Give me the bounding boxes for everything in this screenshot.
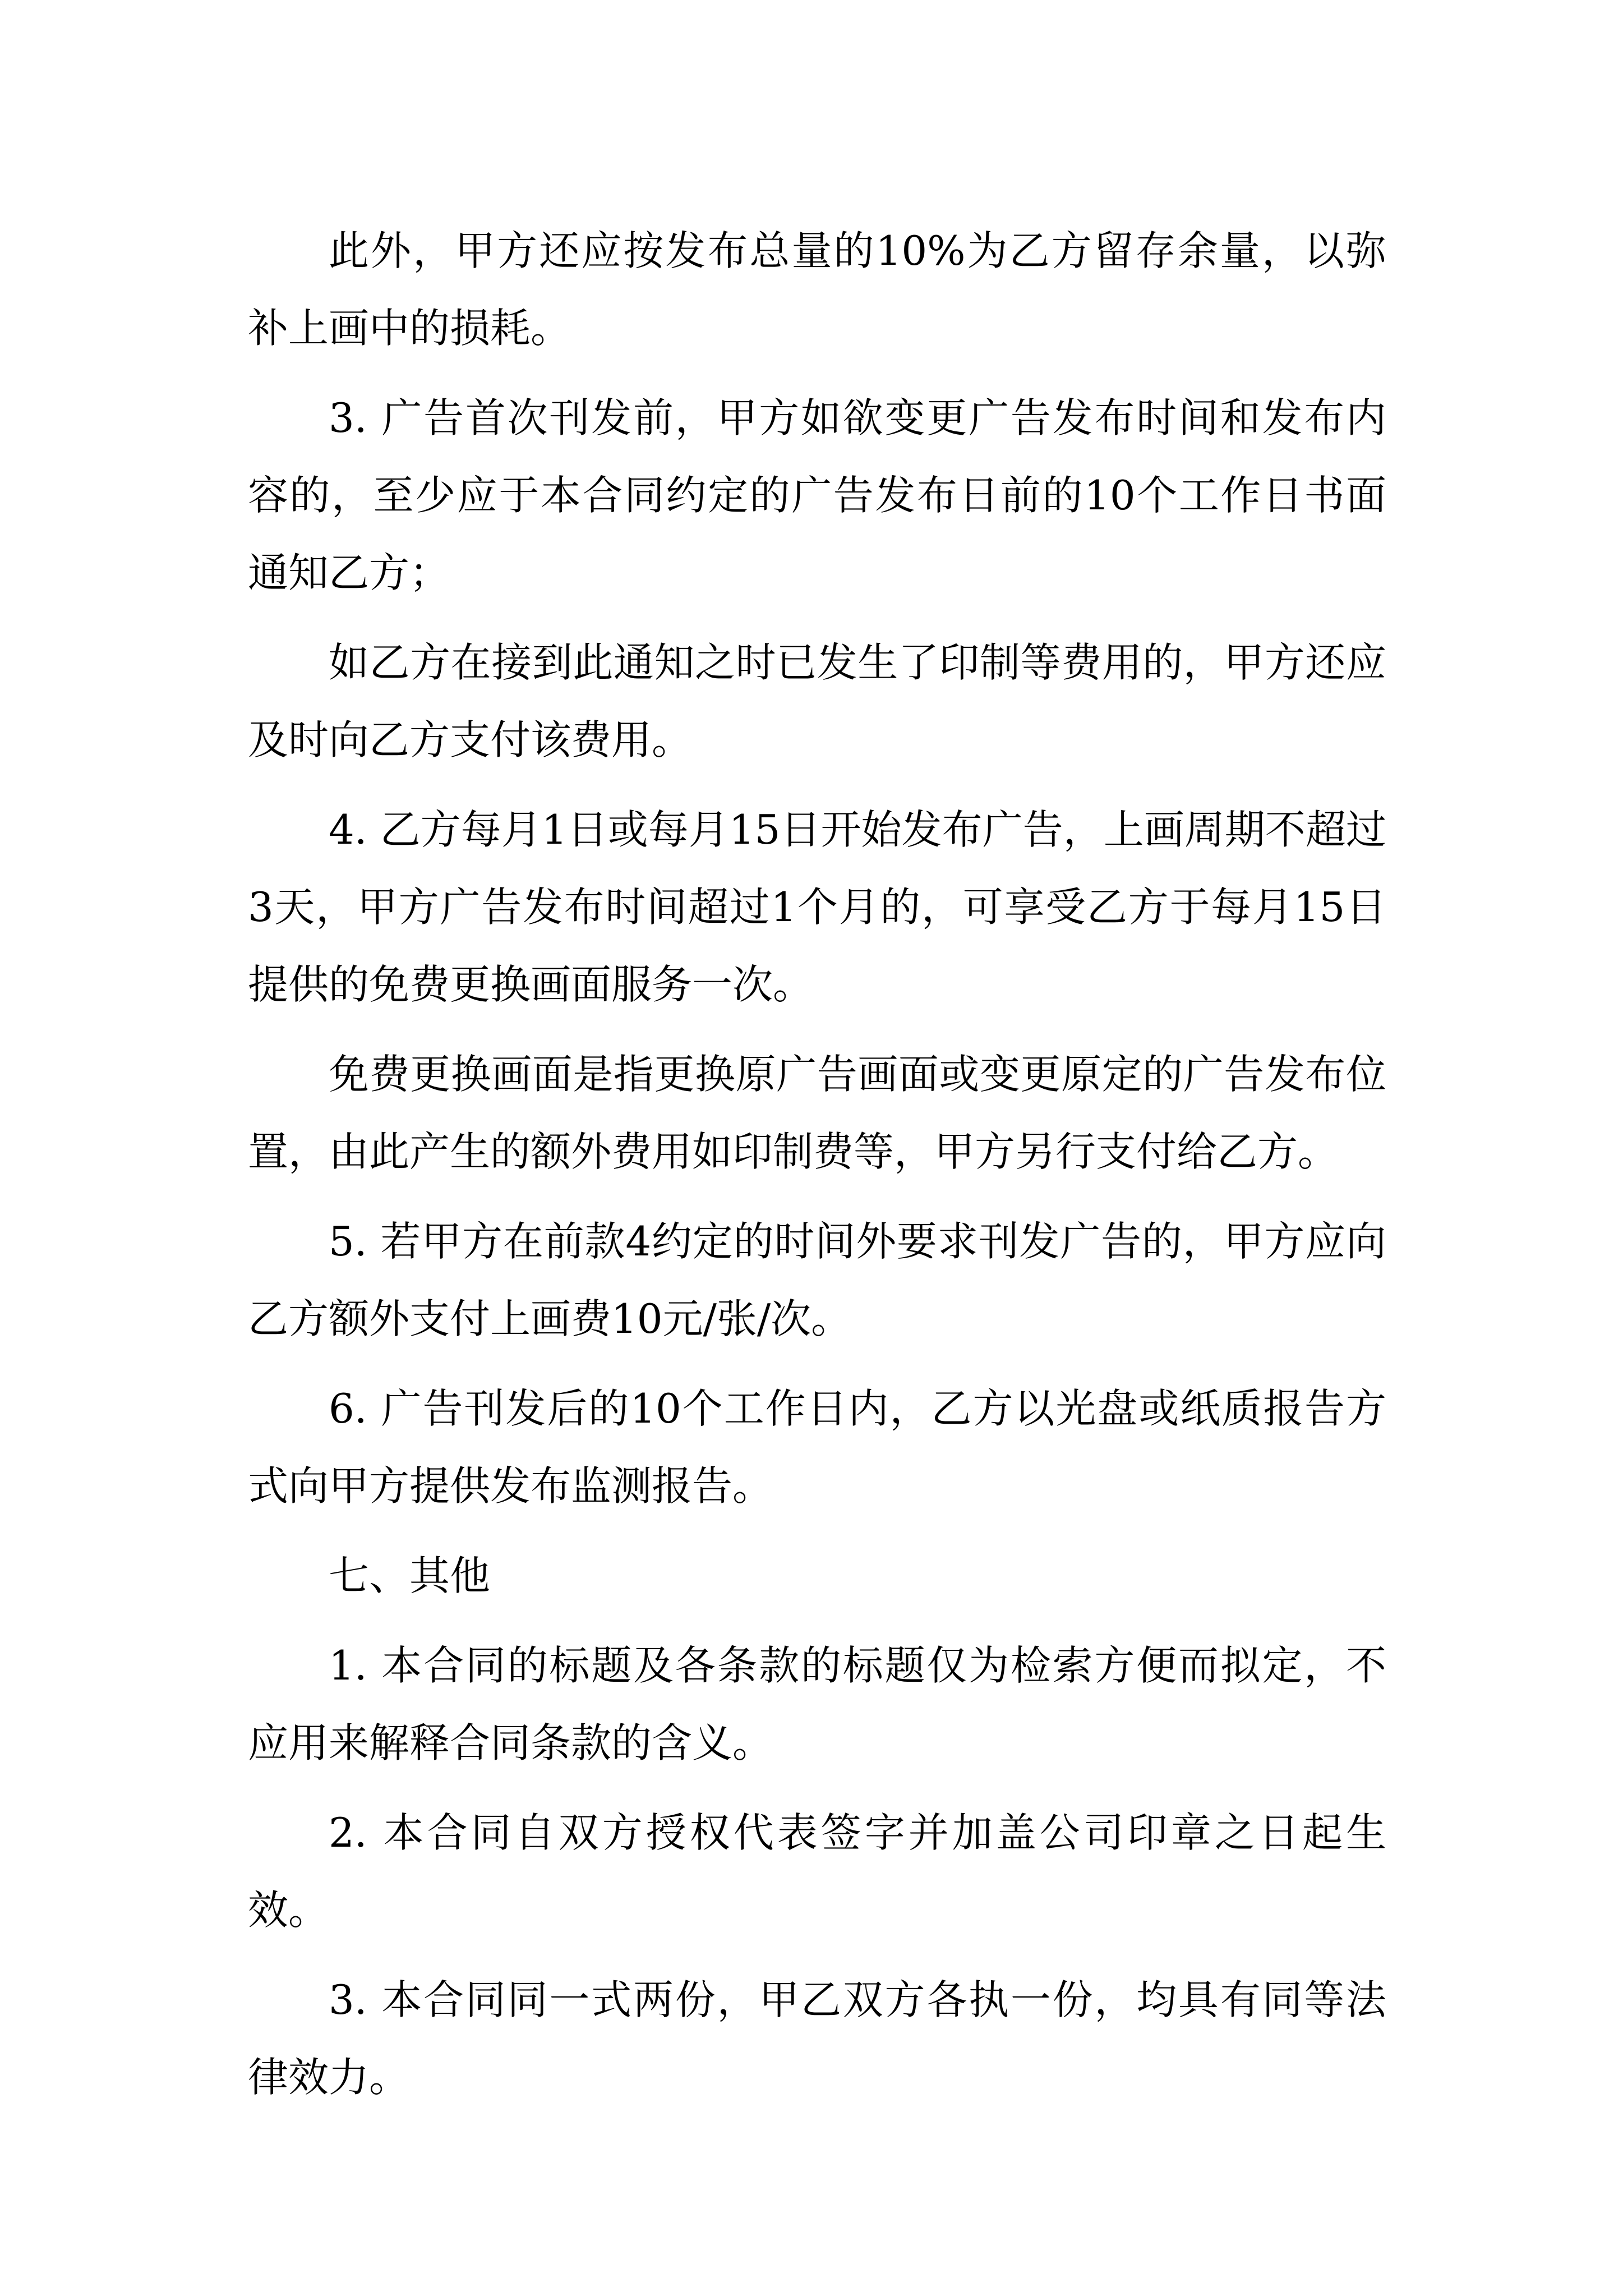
paragraph-printing-costs: 如乙方在接到此通知之时已发生了印制等费用的，甲方还应及时向乙方支付该费用。 xyxy=(248,639,1386,763)
document-body xyxy=(248,212,1386,2116)
paragraph-clause-5-extra-fee: 5. 若甲方在前款4约定的时间外要求刊发广告的，甲方应向乙方额外支付上画费10元/张/次。 xyxy=(248,1218,1386,1342)
paragraph-free-replacement: 免费更换画面是指更换原广告画面或变更原定的广告发布位置，由此产生的额外费用如印制费等，甲方另行支付给乙方。 xyxy=(248,1051,1386,1175)
paragraph-clause-6-monitoring-report: 6. 广告刊发后的10个工作日内，乙方以光盘或纸质报告方式向甲方提供发布监测报告。 xyxy=(248,1385,1386,1510)
paragraph-clause-3-change-notice: 3. 广告首次刊发前，甲方如欲变更广告发布时间和发布内容的，至少应于本合同约定的广告发布日前的10个工作日书面通知乙方； xyxy=(248,394,1386,596)
paragraph-other-2-effective: 2. 本合同自双方授权代表签字并加盖公司印章之日起生效。 xyxy=(248,1809,1386,1934)
paragraph-clause-4-publish-schedule: 4. 乙方每月1日或每月15日开始发布广告，上画周期不超过3天，甲方广告发布时间超过1个月的，可享受乙方于每月15日提供的免费更换画面服务一次。 xyxy=(248,806,1386,1008)
paragraph-other-3-copies: 3. 本合同同一式两份，甲乙双方各执一份，均具有同等法律效力。 xyxy=(248,1976,1386,2101)
paragraph-other-1-titles: 1. 本合同的标题及各条款的标题仅为检索方便而拟定，不应用来解释合同条款的含义。 xyxy=(248,1642,1386,1766)
section-heading-other: 七、其他 xyxy=(329,1552,491,1599)
paragraph-reserve-margin: 此外，甲方还应按发布总量的10%为乙方留存余量，以弥补上画中的损耗。 xyxy=(248,227,1386,352)
